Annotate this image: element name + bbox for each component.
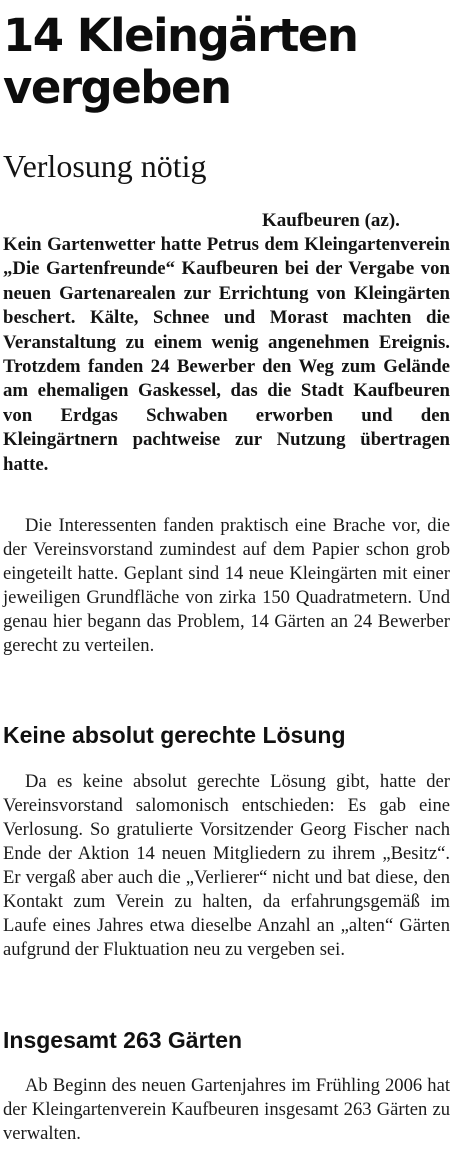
article-lead-paragraph: Kein Gartenwetter hatte Petrus dem Kleingartenverein „Die Gartenfreunde“ Kaufbeuren bei der Vergabe von neuen Gartenarealen zur Errichtung von Kleingärten beschert. Kälte, Schnee und Morast machten die Veranstaltung zu einem wenig angenehmen Ereignis. Trotzdem fanden 24 Bewerber den Weg zum Gelände am ehemaligen Gaskessel, das die Stadt Kaufbeuren von Erdgas Schwaben erworben und den Kleingärtnern pachtweise zur Nutzung übertragen hatte. (3, 234, 450, 475)
article-headline: 14 Kleingärten vergeben (3, 9, 358, 114)
article-dateline: Kaufbeuren (az). (262, 210, 400, 231)
article-paragraph-3: Ab Beginn des neuen Gartenjahres im Frühling 2006 hat der Kleingartenverein Kaufbeuren insgesamt 263 Gärten zu verwalten. (3, 1075, 450, 1144)
article-subheadline: Verlosung nötig (3, 148, 207, 184)
section-heading-2: Insgesamt 263 Gärten (3, 1027, 243, 1053)
article-paragraph-1: Die Interessenten fanden praktisch eine Brache vor, die der Vereinsvorstand zumindest auf dem Papier schon grob eingeteilt hatte. Geplant sind 14 neue Kleingärten mit einer jeweiligen Grundfläche von zirka 150 Quadratmetern. Und genau hier begann das Problem, 14 Gärten an 24 Bewerber gerecht zu verteilen. (3, 515, 450, 656)
article-paragraph-2: Da es keine absolut gerechte Lösung gibt, hatte der Vereinsvorstand salomonisch entschieden: Es gab eine Verlosung. So gratulierte Vorsitzender Georg Fischer nach Ende der Aktion 14 neuen Mitgliedern zu ihrem „Besitz“. Er vergaß aber auch die „Verlierer“ nicht und bat diese, den Kontakt zum Verein zu halten, da erfahrungsgemäß im Laufe eines Jahres etwa dieselbe Anzahl an „alten“ Gärten aufgrund der Fluktuation neu zu vergeben sei. (3, 771, 450, 960)
section-heading-1: Keine absolut gerechte Lösung (3, 722, 346, 748)
